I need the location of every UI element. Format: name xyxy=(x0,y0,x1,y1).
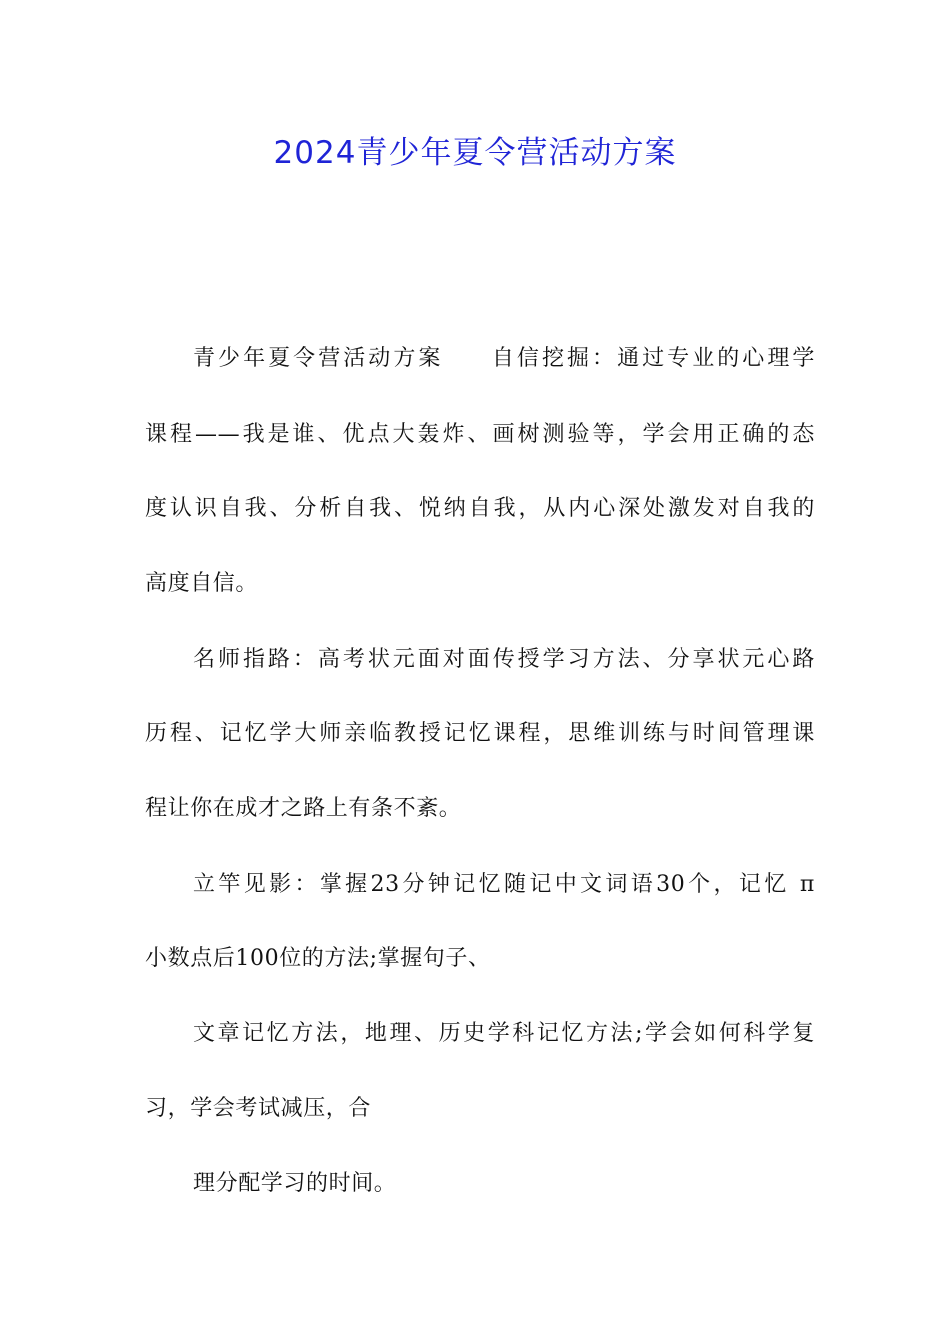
paragraph-line xyxy=(193,344,815,374)
paragraph-heading: 青少年夏令营活动方案 xyxy=(193,346,444,371)
paragraph-line: 文章记忆方法，地理、历史学科记忆方法;学会如何科学复 xyxy=(193,1021,815,1046)
paragraph-text: 自信挖掘：通过专业的心理学 xyxy=(489,346,815,371)
paragraph-line: 立竿见影：掌握23分钟记忆随记中文词语30个，记忆 π xyxy=(193,872,815,897)
paragraph-line: 程让你在成才之路上有条不紊。 xyxy=(145,796,462,821)
paragraph-line: 小数点后100位的方法;掌握句子、 xyxy=(145,946,491,971)
document-title: 2024青少年夏令营活动方案 xyxy=(273,135,677,171)
paragraph-line: 历程、记忆学大师亲临教授记忆课程，思维训练与时间管理课 xyxy=(145,721,815,746)
paragraph-line: 课程——我是谁、优点大轰炸、画树测验等，学会用正确的态 xyxy=(145,422,815,447)
paragraph-line: 名师指路：高考状元面对面传授学习方法、分享状元心路 xyxy=(193,647,815,672)
paragraph-line: 理分配学习的时间。 xyxy=(193,1171,397,1196)
paragraph-line: 习，学会考试减压，合 xyxy=(145,1096,372,1121)
paragraph-line: 高度自信。 xyxy=(145,571,259,596)
paragraph-line: 度认识自我、分析自我、悦纳自我，从内心深处激发对自我的 xyxy=(145,496,815,521)
